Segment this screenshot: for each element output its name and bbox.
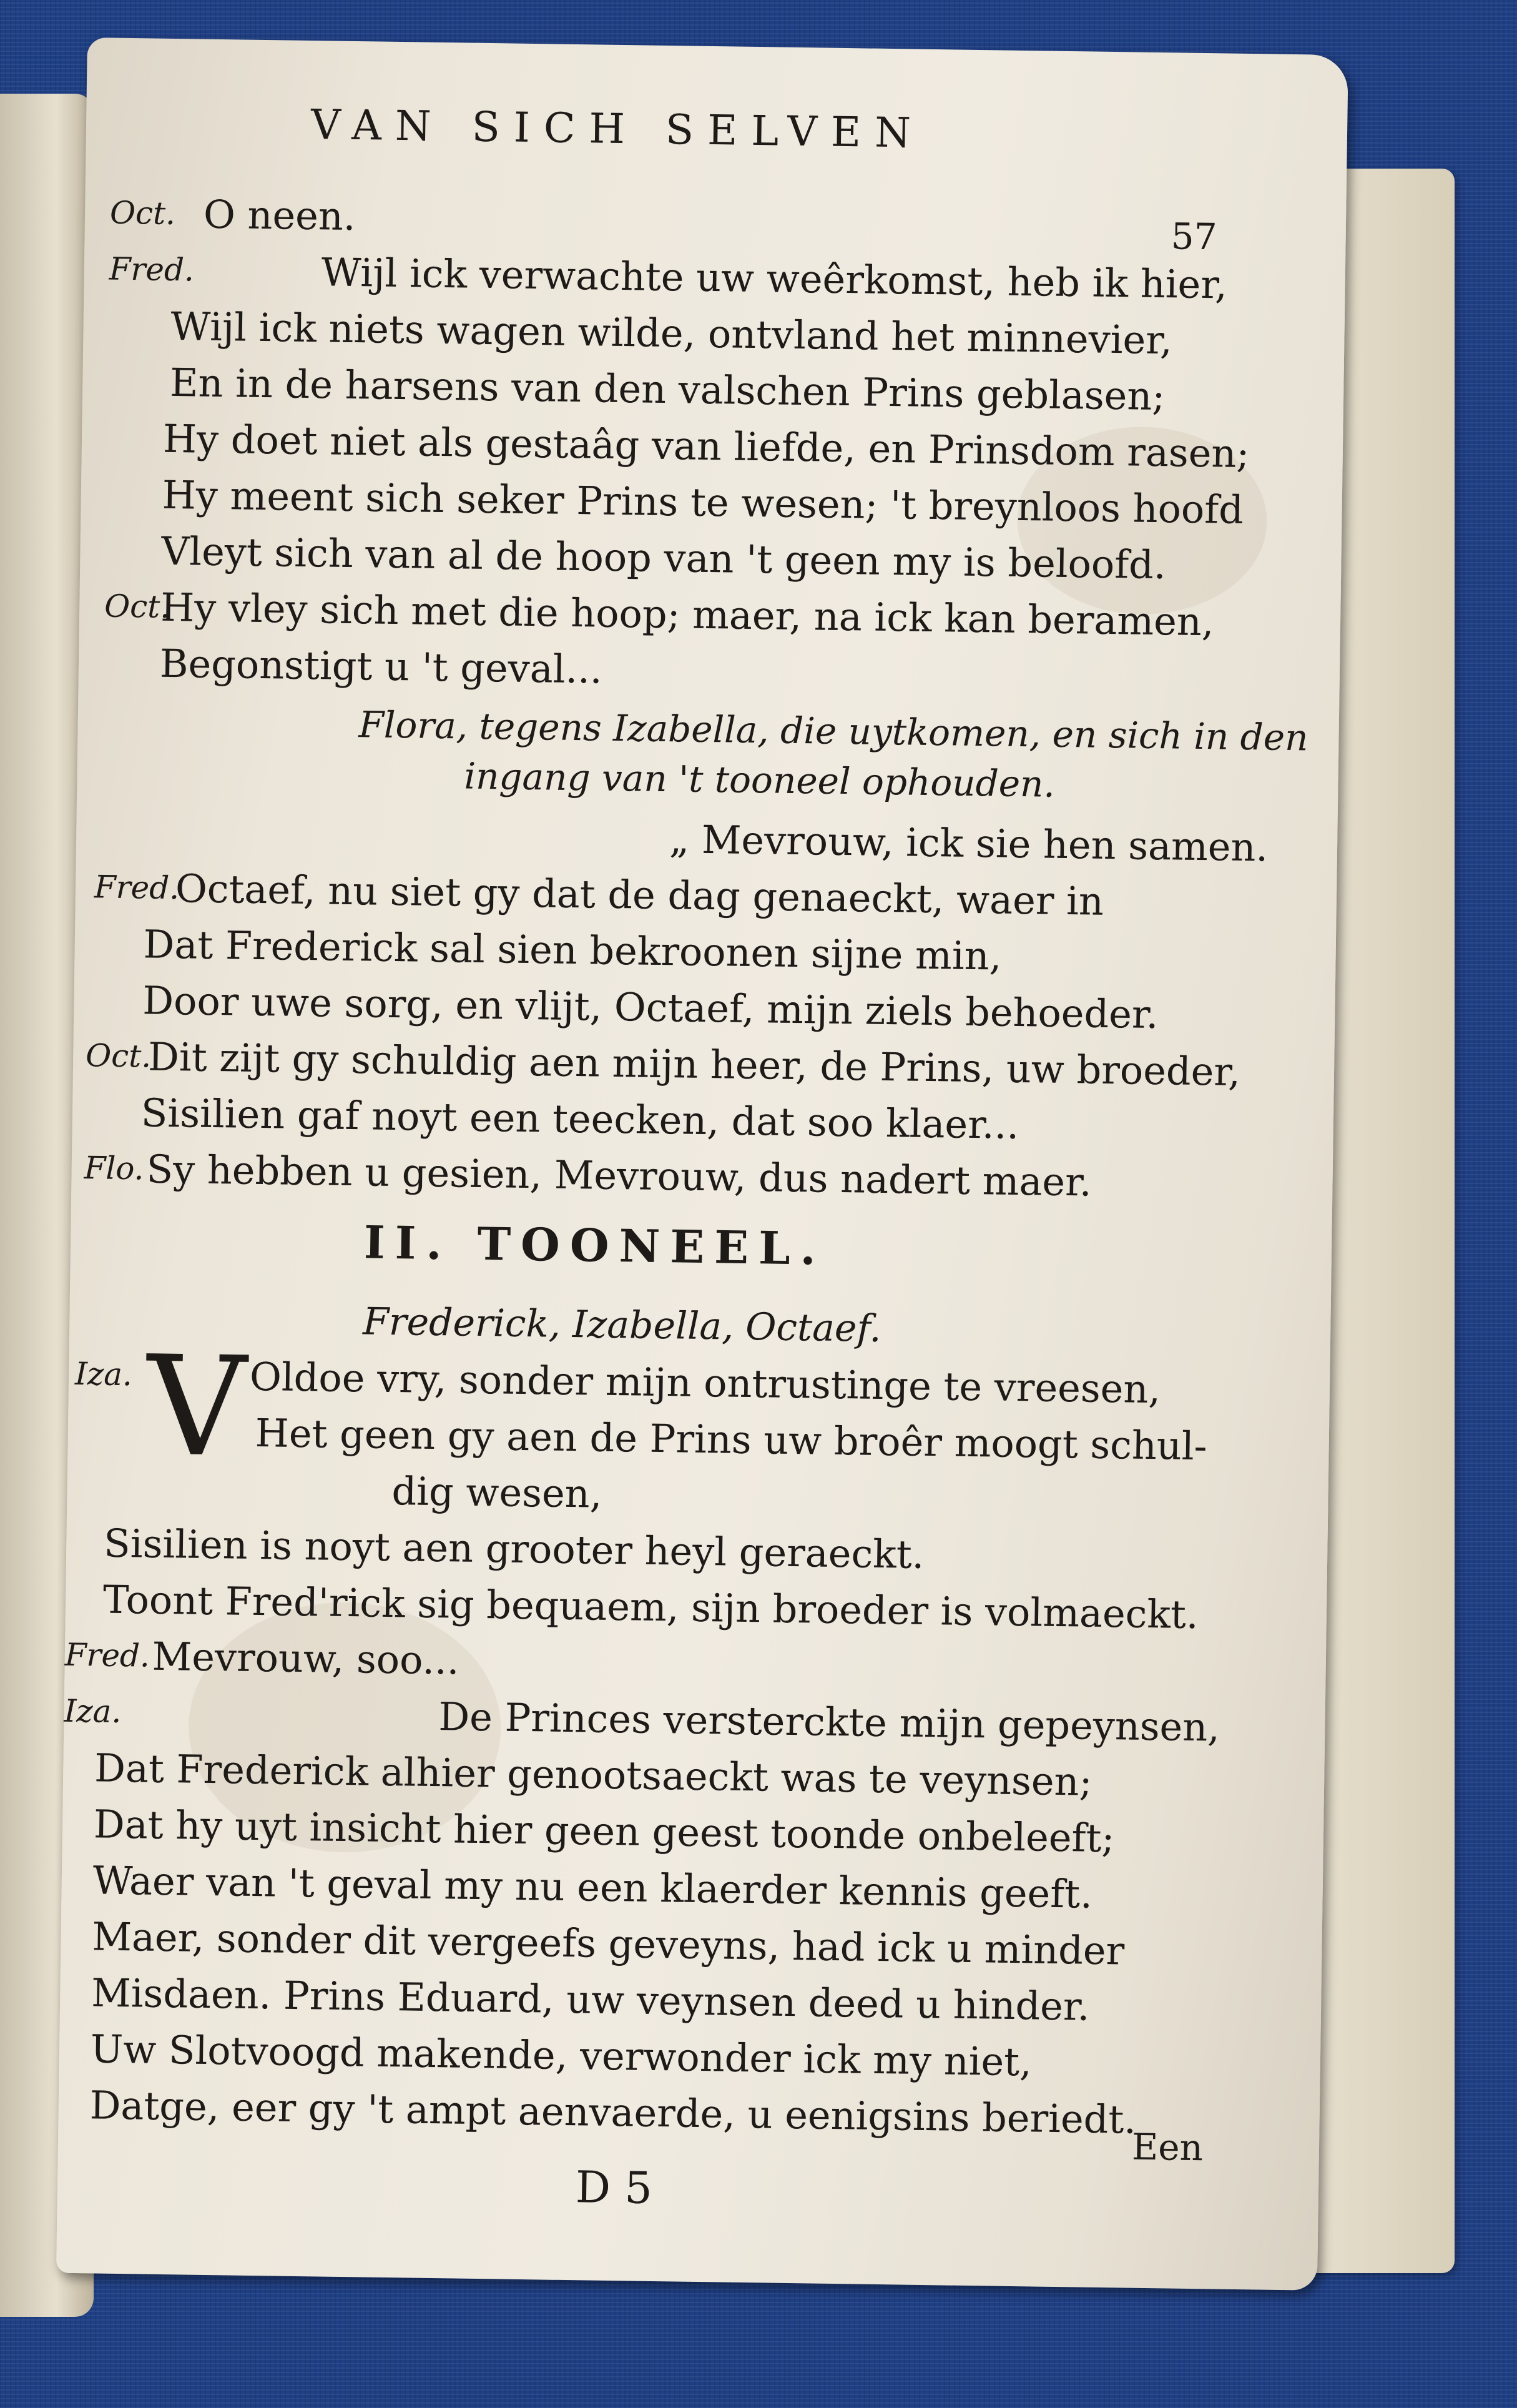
verse-line: Toont Fred'rick sig bequaem, sijn broeder is volmaeckt. bbox=[102, 1576, 1199, 1638]
verse-line: Mevrouw, soo... bbox=[152, 1633, 460, 1684]
verse-line: Misdaen. Prins Eduard, uw veynsen deed u hinder. bbox=[91, 1970, 1090, 2030]
verse-line: Sisilien gaf noyt een teecken, dat soo klaer... bbox=[140, 1090, 1019, 1148]
verse-line: Het geen gy aen de Prins uw broêr moogt schul- bbox=[255, 1409, 1208, 1469]
verse-line: Sisilien is noyt aen grooter heyl geraeckt. bbox=[103, 1520, 925, 1577]
speaker-label: Oct. bbox=[104, 588, 170, 625]
verse-line: Vleyt sich van al de hoop van 't geen my is beloofd. bbox=[161, 528, 1167, 588]
verse-line: Dit zijt gy schuldig aen mijn heer, de Prins, uw broeder, bbox=[147, 1034, 1241, 1095]
verse-line: Dat Frederick sal sien bekroonen sijne min, bbox=[143, 921, 1002, 979]
verse-line: Dat Frederick alhier genootsaeckt was te veynsen; bbox=[94, 1745, 1092, 1805]
verse-line: Begonstigt u 't geval... bbox=[159, 640, 603, 693]
verse-line: En in de harsens van den valschen Prins geblasen; bbox=[169, 359, 1166, 420]
verse-line: Sy hebben u gesien, Mevrouw, dus nadert maer. bbox=[146, 1146, 1092, 1205]
verse-line: Hy meent sich seker Prins te wesen; 't breynloos hoofd bbox=[162, 471, 1244, 533]
verse-line: Waer van 't geval my nu een klaerder kennis geeft. bbox=[92, 1857, 1093, 1917]
verse-line: Wijl ick verwachte uw weêrkomst, heb ik hier, bbox=[321, 249, 1228, 308]
verse-line: Door uwe sorg, en vlijt, Octaef, mijn ziels behoeder. bbox=[142, 977, 1159, 1038]
scene-heading: II. TOONEEL. bbox=[363, 1215, 827, 1275]
verse-line: O neen. bbox=[203, 191, 356, 240]
speaker-label: Iza. bbox=[64, 1692, 122, 1730]
verse-line: Octaef, nu siet gy dat de dag genaeckt, waer in bbox=[175, 866, 1104, 924]
speaker-label: Iza. bbox=[74, 1355, 133, 1393]
speaker-label: Fred. bbox=[109, 250, 195, 289]
speaker-label: Fred. bbox=[94, 869, 180, 907]
verse-line: Uw Slotvoogd makende, verwonder ick my niet, bbox=[90, 2026, 1033, 2085]
speaker-label: Oct. bbox=[109, 194, 176, 232]
verse-line: Dat hy uyt insicht hier geen geest toonde onbeleeft; bbox=[93, 1801, 1115, 1862]
verse-line: dig wesen, bbox=[391, 1468, 602, 1517]
verse-line: „ Mevrouw, ick sie hen samen. bbox=[669, 816, 1269, 871]
speaker-label: Oct. bbox=[85, 1037, 152, 1075]
verse-line: Hy doet niet als gestaâg van liefde, en Prinsdom rasen; bbox=[162, 415, 1250, 477]
verse-line: De Princes versterckte mijn gepeynsen, bbox=[438, 1694, 1220, 1750]
verse-line: Oldoe vry, sonder mijn ontrustinge te vreesen, bbox=[249, 1353, 1161, 1413]
drop-capital: V bbox=[145, 1326, 248, 1488]
signature-mark: D 5 bbox=[575, 2161, 653, 2214]
book-page bbox=[56, 37, 1348, 2291]
stage-direction: Flora, tegens Izabella, die uytkomen, en sich in den bbox=[358, 703, 1308, 759]
page-text bbox=[56, 37, 1348, 2291]
running-title: VAN SICH SELVEN bbox=[310, 101, 925, 157]
catchword: Een bbox=[1131, 2125, 1204, 2169]
stage-direction: ingang van 't tooneel ophouden. bbox=[464, 754, 1056, 806]
speaker-label: Flo. bbox=[84, 1150, 144, 1187]
page-number: 57 bbox=[1171, 215, 1218, 259]
scene-cast: Frederick, Izabella, Octaef. bbox=[362, 1300, 882, 1351]
verse-line: Hy vley sich met die hoop; maer, na ick kan beramen, bbox=[160, 584, 1215, 645]
verse-line: Wijl ick niets wagen wilde, ontvland het minnevier, bbox=[170, 303, 1173, 363]
verse-line: Maer, sonder dit vergeefs geveyns, had ick u minder bbox=[92, 1913, 1125, 1974]
speaker-label: Fred. bbox=[64, 1636, 150, 1674]
verse-line: Datge, eer gy 't ampt aenvaerde, u eenigsins beriedt. bbox=[89, 2082, 1137, 2143]
